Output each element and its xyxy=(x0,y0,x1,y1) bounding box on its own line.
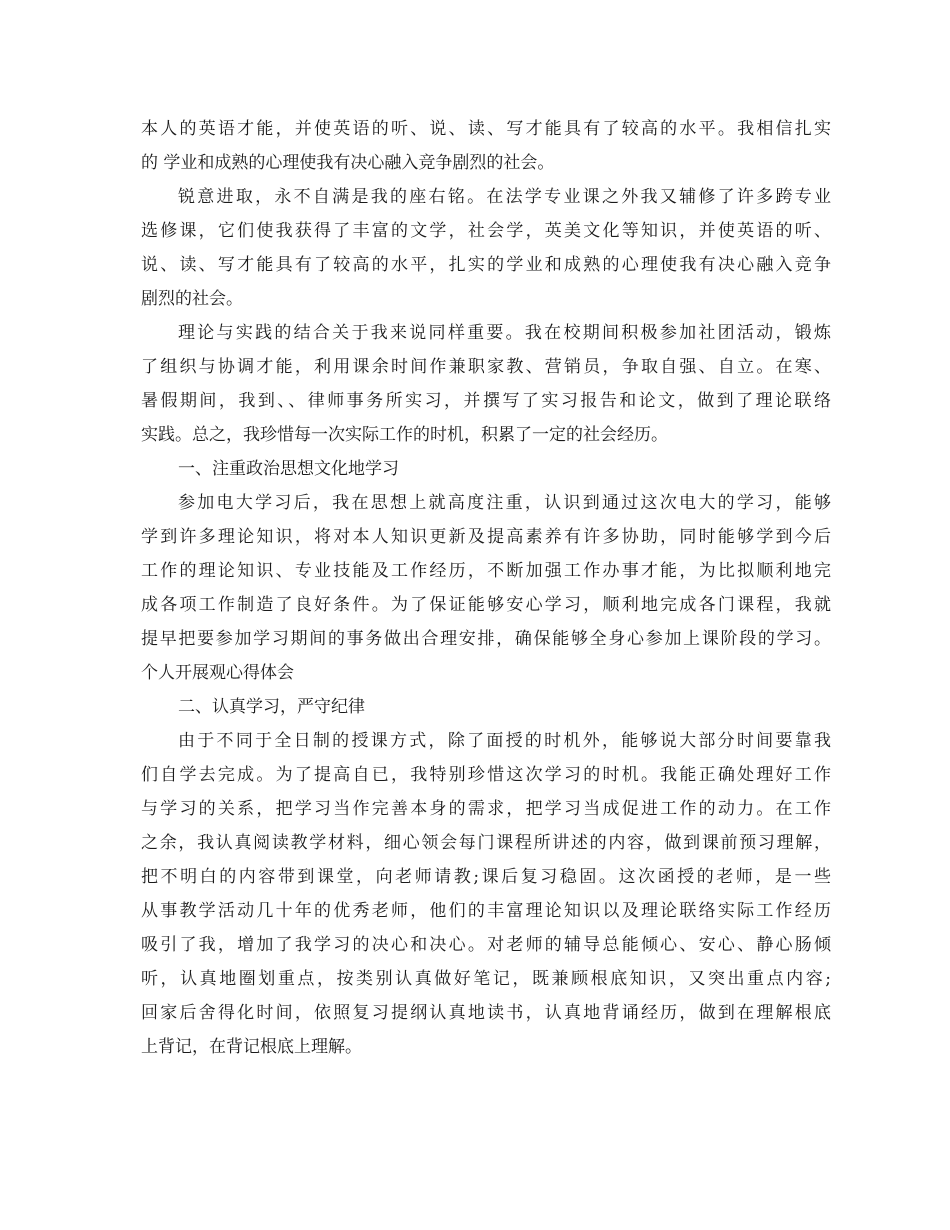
text-line: 实践。总之，我珍惜每一次实际工作的时机，积累了一定的社会经历。 xyxy=(141,425,668,445)
text-line: 选修课，它们使我获得了丰富的文学，社会学，英美文化等知识，并使英语的听、 xyxy=(141,221,831,241)
section-heading: 二、认真学习，严守纪律 xyxy=(178,697,365,717)
section-heading: 一、注重政治思想文化地学习 xyxy=(178,459,399,479)
text-line: 吸引了我，增加了我学习的决心和决心。对老师的辅导总能倾心、安心、静心肠倾 xyxy=(141,935,831,955)
text-line: 剧烈的社会。 xyxy=(141,289,243,309)
document-body xyxy=(141,112,831,1064)
text-line: 成各项工作制造了良好条件。为了保证能够安心学习，顺利地完成各门课程，我就 xyxy=(141,595,831,615)
text-line: 提早把要参加学习期间的事务做出合理安排，确保能够全身心参加上课阶段的学习。 xyxy=(141,629,831,649)
paragraph-first-line: 参加电大学习后，我在思想上就高度注重，认识到通过这次电大的学习，能够 xyxy=(178,493,831,513)
text-line: 之余，我认真阅读教学材料，细心领会每门课程所讲述的内容，做到课前预习理解， xyxy=(141,833,831,853)
text-line: 与学习的关系，把学习当作完善本身的需求，把学习当成促进工作的动力。在工作 xyxy=(141,799,831,819)
text-line: 学到许多理论知识，将对本人知识更新及提高素养有许多协助，同时能够学到今后 xyxy=(141,527,831,547)
text-line: 回家后舍得化时间，依照复习提纲认真地读书，认真地背诵经历，做到在理解根底 xyxy=(141,1003,831,1023)
text-line: 们自学去完成。为了提高自已，我特别珍惜这次学习的时机。我能正确处理好工作 xyxy=(141,765,831,785)
text-line: 说、读、写才能具有了较高的水平，扎实的学业和成熟的心理使我有决心融入竞争 xyxy=(141,255,831,275)
text-line: 上背记，在背记根底上理解。 xyxy=(141,1037,362,1057)
paragraph-first-line: 由于不同于全日制的授课方式，除了面授的时机外，能够说大部分时间要靠我 xyxy=(178,731,831,751)
text-line: 本人的英语才能，并使英语的听、说、读、写才能具有了较高的水平。我相信扎实 xyxy=(141,119,831,139)
text-line: 工作的理论知识、专业技能及工作经历，不断加强工作办事才能，为比拟顺利地完 xyxy=(141,561,831,581)
text-line: 把不明白的内容带到课堂，向老师请教;课后复习稳固。这次函授的老师，是一些 xyxy=(141,867,831,887)
text-line: 听，认真地圈划重点，按类别认真做好笔记，既兼顾根底知识，又突出重点内容; xyxy=(141,969,831,989)
text-line: 的 学业和成熟的心理使我有决心融入竞争剧烈的社会。 xyxy=(141,153,555,173)
text-line: 了组织与协调才能，利用课余时间作兼职家教、营销员，争取自强、自立。在寒、 xyxy=(141,357,831,377)
paragraph-first-line: 锐意进取，永不自满是我的座右铭。在法学专业课之外我又辅修了许多跨专业 xyxy=(178,187,831,207)
paragraph-first-line: 理论与实践的结合关于我来说同样重要。我在校期间积极参加社团活动，锻炼 xyxy=(178,323,831,343)
text-line: 个人开展观心得体会 xyxy=(141,663,294,683)
text-line: 从事教学活动几十年的优秀老师，他们的丰富理论知识以及理论联络实际工作经历 xyxy=(141,901,831,921)
text-line: 暑假期间，我到、、律师事务所实习，并撰写了实习报告和论文，做到了理论联络 xyxy=(141,391,831,411)
